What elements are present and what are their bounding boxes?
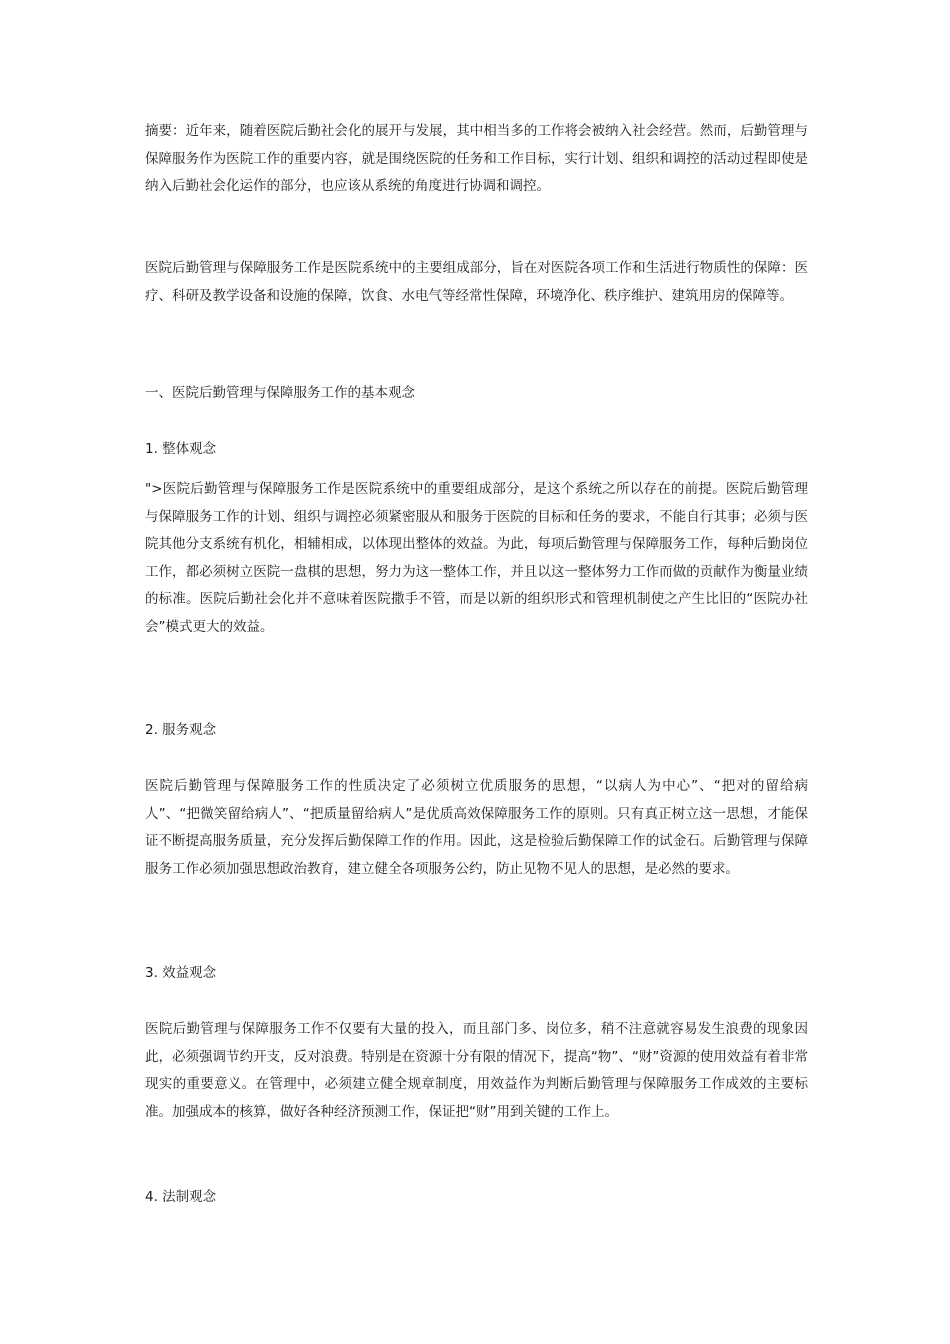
intro-paragraph: 医院后勤管理与保障服务工作是医院系统中的主要组成部分，旨在对医院各项工作和生活进行物质性的保障：医疗、科研及教学设备和设施的保障，饮食、水电气等经常性保障，环境净化、秩序维护、建筑用房的保障等。 (145, 260, 808, 304)
section-heading: 一、医院后勤管理与保障服务工作的基本观念 (145, 385, 415, 401)
subsection-body-2: 医院后勤管理与保障服务工作的性质决定了必须树立优质服务的思想，“以病人为中心”、“把对的留给病人”、“把微笑留给病人”、“把质量留给病人”是优质高效保障服务工作的原则。只有真正树立这一思想，才能保证不断提高服务质量，充分发挥后勤保障工作的作用。因此，这是检验后勤保障工作的试金石。后勤管理与保障服务工作必须加强思想政治教育，建立健全各项服务公约，防止见物不见人的思想，是必然的要求。 (145, 778, 808, 877)
abstract-paragraph: 摘要：近年来，随着医院后勤社会化的展开与发展，其中相当多的工作将会被纳入社会经营。然而，后勤管理与保障服务作为医院工作的重要内容，就是围绕医院的任务和工作目标，实行计划、组织和调控的活动过程即使是纳入后勤社会化运作的部分，也应该从系统的角度进行协调和调控。 (145, 123, 808, 194)
subsection-heading-1: 1. 整体观念 (145, 441, 217, 457)
subsection-body-1: ">医院后勤管理与保障服务工作是医院系统中的重要组成部分，是这个系统之所以存在的前提。医院后勤管理与保障服务工作的计划、组织与调控必须紧密服从和服务于医院的目标和任务的要求，不能自行其事；必须与医院其他分支系统有机化，相辅相成，以体现出整体的效益。为此，每项后勤管理与保障服务工作，每种后勤岗位工作，都必须树立医院一盘棋的思想，努力为这一整体工作，并且以这一整体努力工作而做的贡献作为衡量业绩的标准。医院后勤社会化并不意味着医院撒手不管，而是以新的组织形式和管理机制使之产生比旧的“医院办社会”模式更大的效益。 (145, 481, 808, 635)
subsection-heading-4: 4. 法制观念 (145, 1189, 217, 1205)
subsection-heading-3: 3. 效益观念 (145, 965, 217, 981)
subsection-body-3: 医院后勤管理与保障服务工作不仅要有大量的投入，而且部门多、岗位多，稍不注意就容易发生浪费的现象因此，必须强调节约开支，反对浪费。特别是在资源十分有限的情况下，提高“物”、“财”资源的使用效益有着非常现实的重要意义。在管理中，必须建立健全规章制度，用效益作为判断后勤管理与保障服务工作成效的主要标准。加强成本的核算，做好各种经济预测工作，保证把“财”用到关键的工作上。 (145, 1021, 808, 1120)
subsection-heading-2: 2. 服务观念 (145, 722, 217, 738)
